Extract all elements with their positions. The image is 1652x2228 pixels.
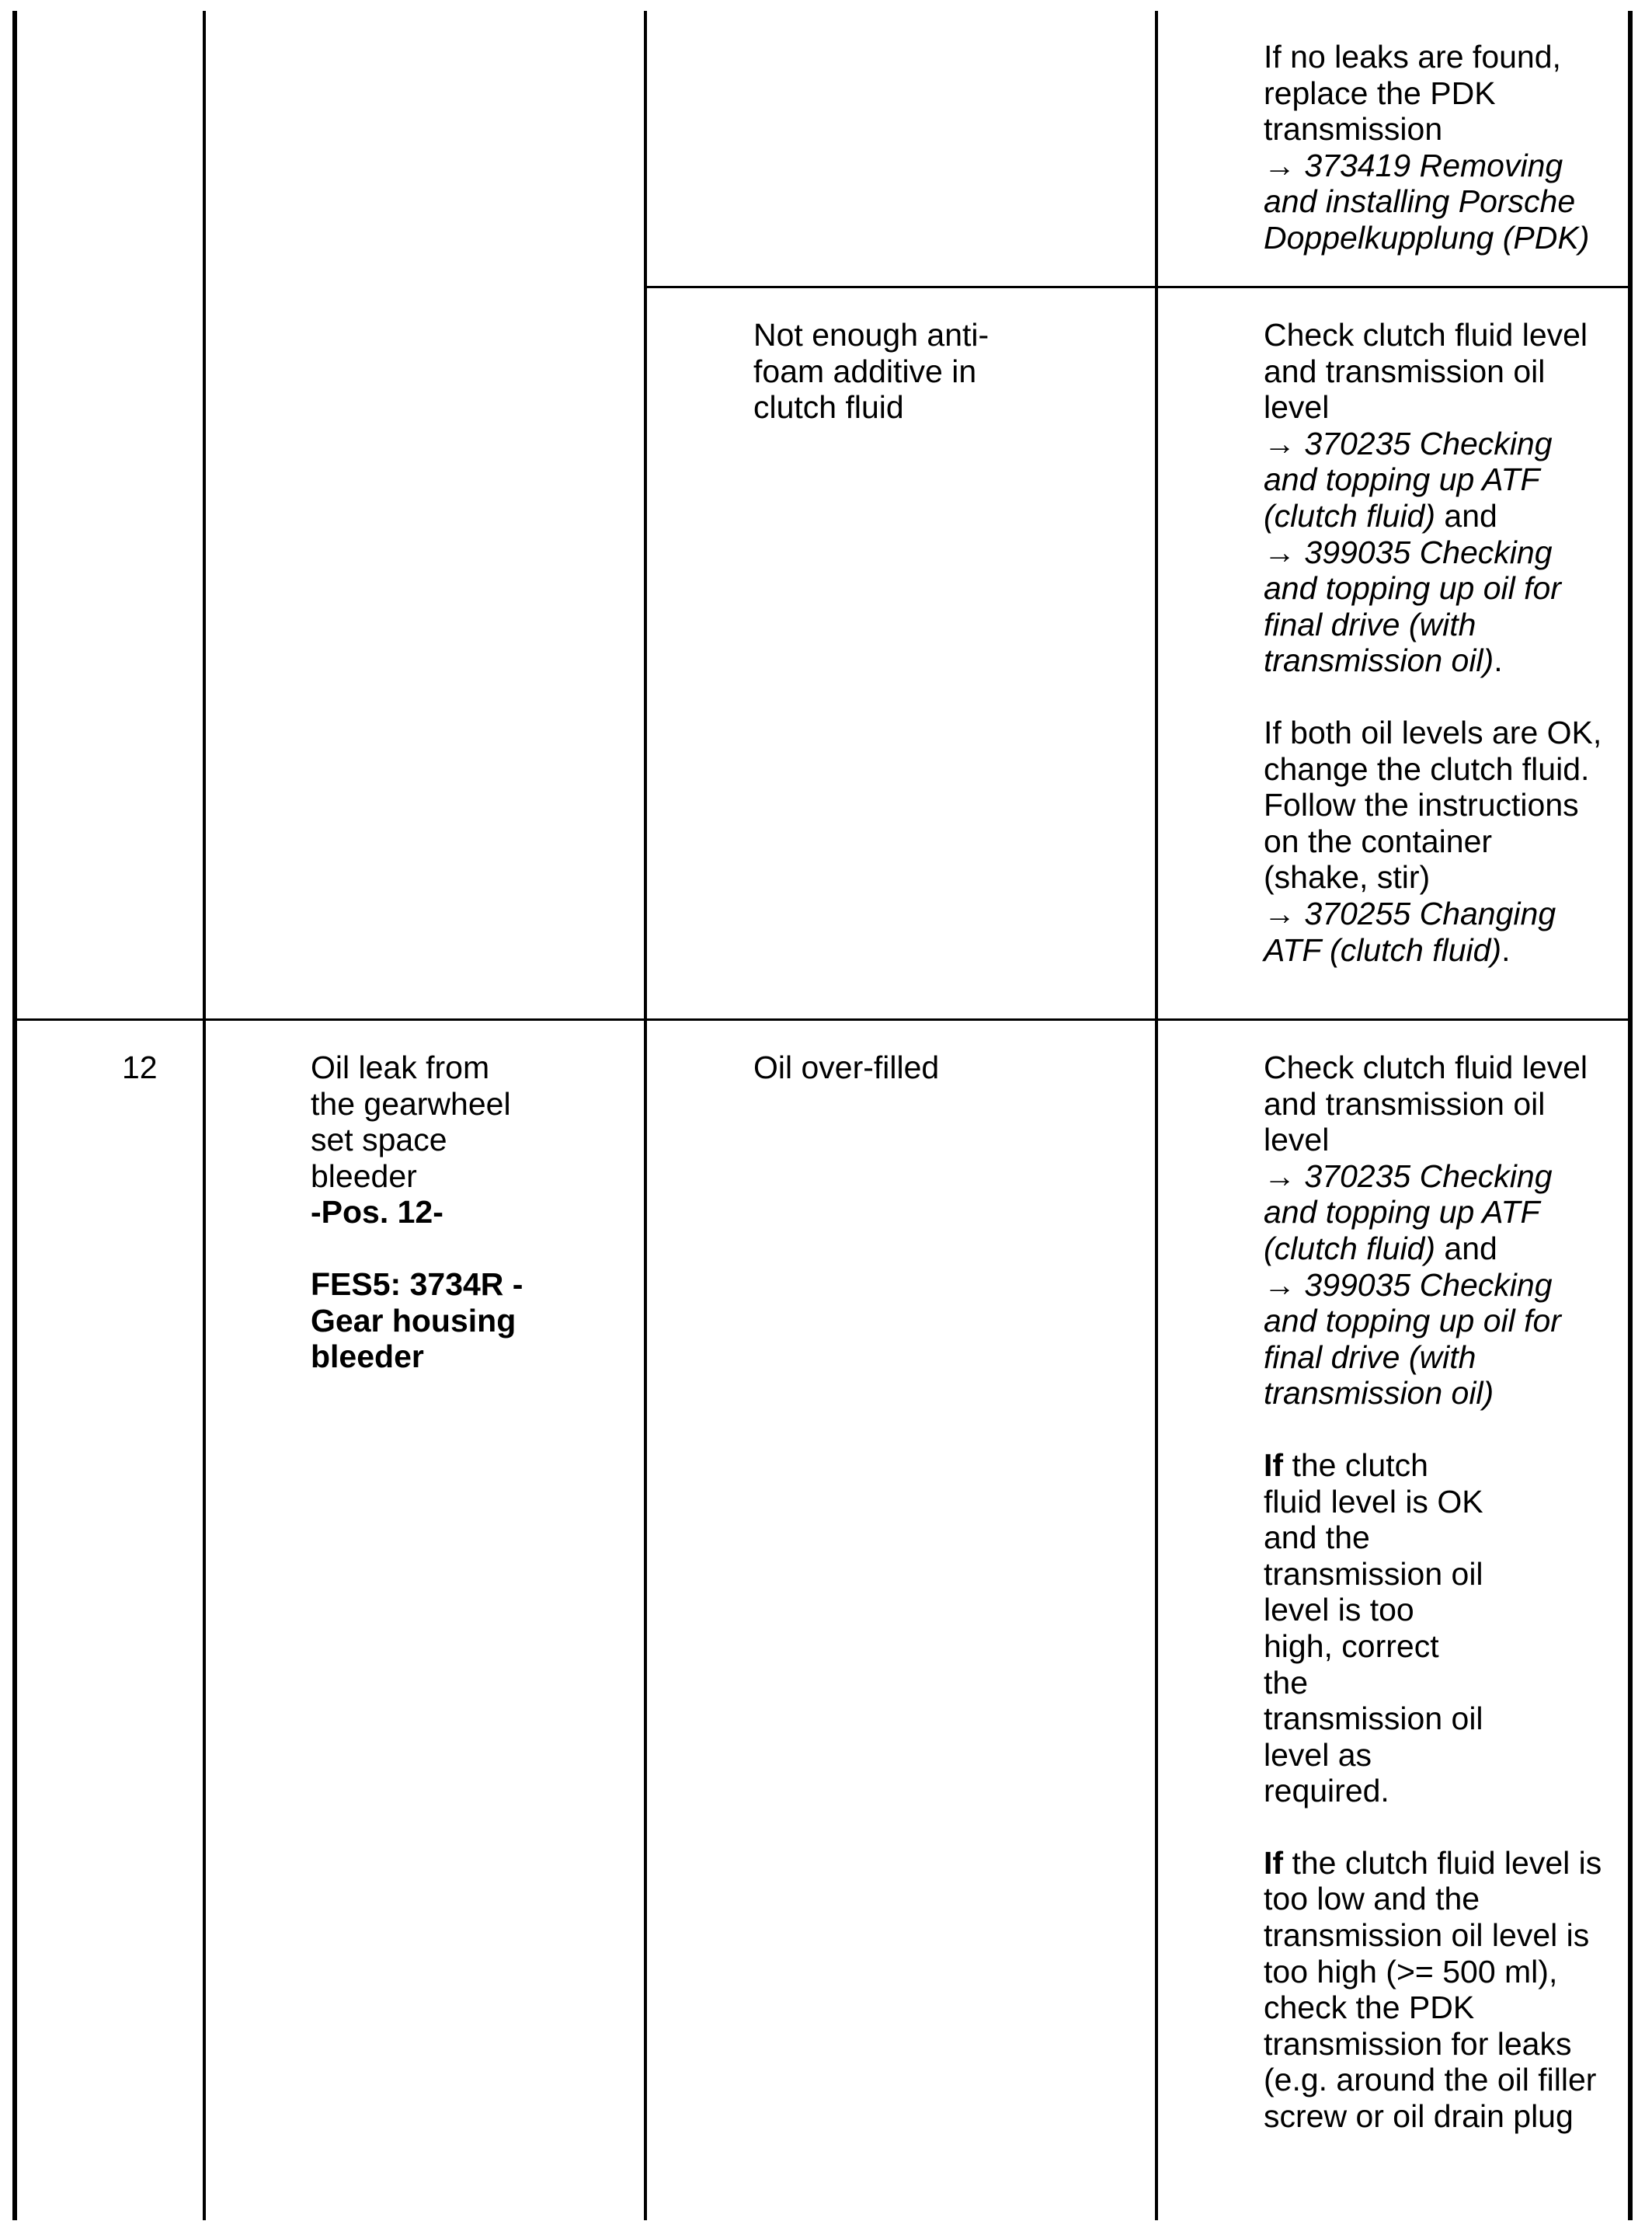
if-keyword: If: [1264, 1446, 1284, 1483]
table-border-right: [1628, 11, 1633, 2220]
remedy-text: If no leaks are found, replace the PDK transmission: [1264, 39, 1561, 148]
remedy-cell-replace: [1264, 39, 1621, 256]
column-divider-3: [1155, 11, 1158, 2220]
table-border-left: [12, 11, 17, 2220]
reference-link-atf[interactable]: → 370235 Checking and topping up ATF (clutch fluid): [1264, 1158, 1553, 1266]
reference-link-final-drive-oil[interactable]: → 399035 Checking and topping up oil for final drive (with transmission oil): [1264, 1266, 1561, 1412]
remedy-check-intro: Check clutch fluid level and transmission oil level: [1264, 317, 1588, 426]
cause-text: Not enough anti- foam additive in clutch fluid: [753, 317, 989, 426]
fes-code-label: FES5: 3734R - Gear housing bleeder: [311, 1265, 523, 1375]
reference-link-changing-atf[interactable]: → 370255 Changing ATF (clutch fluid): [1264, 895, 1556, 968]
and-text: and: [1435, 1230, 1497, 1266]
row-divider-row-12: [12, 1018, 1633, 1021]
row-number: 12: [122, 1050, 158, 1085]
reference-link-final-drive-oil[interactable]: → 399035 Checking and topping up oil for final drive (with transmission oil): [1264, 534, 1561, 679]
reference-link-removing-installing-pdk[interactable]: → 373419 Removing and installing Porsche Doppelkupplung (PDK): [1264, 147, 1590, 256]
period-text: .: [1501, 931, 1511, 968]
if-keyword: If: [1264, 1844, 1284, 1881]
remedy-cell-check-levels: [1264, 317, 1621, 968]
component-cell: [311, 1050, 637, 1375]
column-divider-2: [644, 11, 647, 2220]
remedy-check-intro: Check clutch fluid level and transmission oil level: [1264, 1050, 1588, 1158]
column-divider-1: [203, 11, 206, 2220]
case-level-low-text: the clutch fluid level is too low and the transmission oil level is too high (>= 500 ml), check the PDK transmission for leaks (e.g. around the oil filler screw or oil drain plug: [1264, 1844, 1602, 2135]
reference-link-atf[interactable]: → 370235 Checking and topping up ATF (clutch fluid): [1264, 425, 1553, 534]
period-text: .: [1494, 642, 1503, 679]
case-level-ok-text: the clutch fluid level is OK and the transmission oil level is too high, correct the transmission oil level as required.: [1264, 1446, 1483, 1809]
row-number-cell: [122, 1050, 192, 1086]
cause-text: Oil over-filled: [753, 1050, 940, 1085]
component-description: Oil leak from the gearwheel set space bleeder: [311, 1050, 511, 1194]
cause-cell-anti-foam: [753, 317, 1142, 426]
position-label: -Pos. 12-: [311, 1194, 443, 1231]
remedy-both-ok-text: If both oil levels are OK, change the clutch fluid. Follow the instructions on the container (shake, stir): [1264, 714, 1602, 896]
cause-cell-over-filled: [753, 1050, 1142, 1086]
row-divider-subrow: [644, 286, 1633, 288]
and-text: and: [1435, 497, 1497, 534]
remedy-cell-row-12: [1264, 1050, 1621, 2135]
